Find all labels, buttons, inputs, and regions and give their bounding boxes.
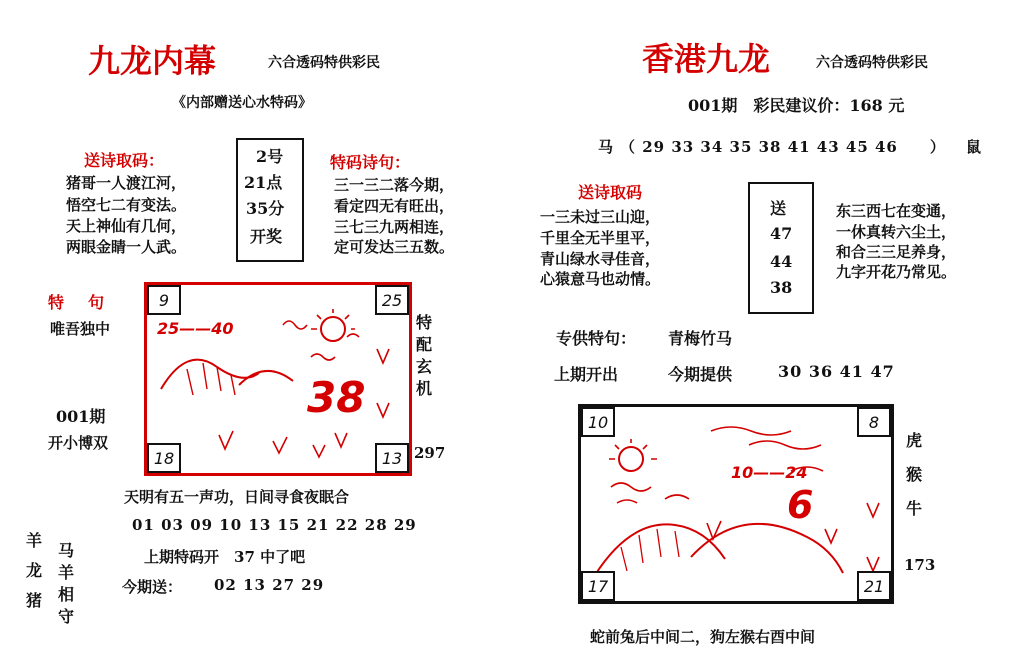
left-numbers: 01 03 09 10 13 15 21 22 28 29 <box>132 516 417 534</box>
right-sketch-arrow-text: 10——24 <box>731 463 808 482</box>
left-side-vertical <box>416 312 432 400</box>
right-title: 香港九龙 <box>642 40 771 78</box>
left-draw-hour: 21点 <box>244 173 283 192</box>
right-provide-label: 今期提供 <box>668 365 733 384</box>
left-sketch-box <box>144 282 412 476</box>
left-last-special: 上期特码开 37 中了吧 <box>144 548 306 566</box>
right-side-char: 牛 <box>906 499 923 518</box>
left-special-line-1: 三一三二落今期， <box>334 176 455 194</box>
right-send-label: 送 <box>770 199 787 218</box>
right-horse-label: 马 <box>598 138 614 156</box>
right-sketch-corner-tr: 8 <box>857 407 891 437</box>
left-zodiac-col1 <box>26 530 42 612</box>
left-sketch-corner-tr: 25 <box>375 285 409 315</box>
left-zodiac-char: 相 <box>58 585 75 604</box>
left-period-hint: 开小博双 <box>48 434 109 452</box>
left-sketch-corner-tl: 9 <box>147 285 181 315</box>
left-side-number: 297 <box>414 444 446 462</box>
right-send-number-3: 38 <box>770 278 793 297</box>
left-zodiac-char: 守 <box>58 607 75 626</box>
right-right-line-2: 一休真转六尘土， <box>836 223 957 241</box>
right-send-number-2: 44 <box>770 252 793 271</box>
left-poem-line-1: 猪哥一人渡江河， <box>66 174 187 192</box>
left-te-ju-value: 唯吾独中 <box>50 320 111 338</box>
right-poem-line-2: 千里全无半里平， <box>540 229 661 247</box>
left-sketch-corner-bl: 18 <box>147 443 181 473</box>
left-zodiac-char: 羊 <box>26 531 43 550</box>
right-provide-numbers: 30 36 41 47 <box>778 362 895 381</box>
left-draw-date: 2号 <box>256 147 284 166</box>
left-te-ju-label: 特 句 <box>48 293 109 312</box>
left-side-char: 机 <box>416 379 433 398</box>
left-side-char: 配 <box>416 335 433 354</box>
right-sketch-drawing <box>581 407 891 601</box>
right-subtitle: 六合透码特供彩民 <box>816 55 928 71</box>
left-special-line-3: 三七三九两相连， <box>334 218 455 236</box>
right-price-line: 001期 彩民建议价：168 元 <box>688 96 905 115</box>
left-draw-minute: 35分 <box>246 199 285 218</box>
left-zodiac-col2 <box>58 540 74 628</box>
left-zodiac-char: 马 <box>58 541 75 560</box>
right-horse-numbers: （ 29 33 34 35 38 41 43 45 46 ） <box>620 138 946 156</box>
right-right-line-1: 东三西七在变通， <box>836 202 957 220</box>
left-special-heading: 特码诗句： <box>330 153 411 172</box>
left-poem-line-3: 天上神仙有几何， <box>66 217 187 235</box>
right-poem-heading: 送诗取码 <box>578 183 643 202</box>
left-poem-line-4: 两眼金睛一人武。 <box>66 238 187 256</box>
right-sketch-box <box>578 404 894 604</box>
left-side-char: 特 <box>416 313 433 332</box>
right-sketch-big-number: 6 <box>787 483 814 527</box>
left-tagline: 《内部赠送心水特码》 <box>172 95 312 111</box>
left-sketch-big-number: 38 <box>307 373 366 422</box>
right-last-open-label: 上期开出 <box>554 365 619 384</box>
right-bottom-riddle: 蛇前兔后中间二，狗左猴右酉中间 <box>590 628 816 646</box>
left-special-line-4: 定可发达三五数。 <box>334 238 455 256</box>
left-sketch-drawing <box>147 285 409 473</box>
left-period: 001期 <box>56 407 106 426</box>
right-poem-line-1: 一三未过三山迎， <box>540 208 661 226</box>
right-side-vertical <box>906 430 922 520</box>
left-poem-line-2: 悟空七二有变法。 <box>66 196 187 214</box>
left-today-send-label: 今期送： <box>122 578 183 596</box>
left-special-line-2: 看定四无有旺出， <box>334 197 455 215</box>
right-poem-line-3: 青山绿水寻佳音， <box>540 250 661 268</box>
left-side-char: 玄 <box>416 357 433 376</box>
left-title: 九龙内幕 <box>88 42 217 80</box>
left-draw-label: 开奖 <box>250 227 283 246</box>
right-sketch-corner-bl: 17 <box>581 571 615 601</box>
left-zodiac-char: 猪 <box>26 591 43 610</box>
left-riddle: 天明有五一声功，日间寻食夜眠合 <box>124 488 350 506</box>
right-poem-line-4: 心猿意马也动情。 <box>540 270 661 288</box>
left-zodiac-char: 龙 <box>26 561 43 580</box>
right-rat-label: 鼠 <box>966 138 982 156</box>
right-side-char: 虎 <box>906 431 923 450</box>
right-send-number-1: 47 <box>770 224 793 243</box>
right-special-sentence-label: 专供特句： <box>556 329 637 348</box>
left-sketch-arrow-text: 25——40 <box>157 319 234 338</box>
right-right-line-3: 和合三三足养身， <box>836 243 957 261</box>
left-today-send-numbers: 02 13 27 29 <box>214 576 325 594</box>
right-special-sentence-value: 青梅竹马 <box>668 329 733 348</box>
right-sketch-corner-br: 21 <box>857 571 891 601</box>
left-sketch-corner-br: 13 <box>375 443 409 473</box>
left-subtitle: 六合透码特供彩民 <box>268 55 380 71</box>
right-right-line-4: 九字开花乃常见。 <box>836 263 957 281</box>
right-side-number: 173 <box>904 556 936 574</box>
left-zodiac-char: 羊 <box>58 563 75 582</box>
right-side-char: 猴 <box>906 465 923 484</box>
left-poem-heading: 送诗取码： <box>84 151 165 170</box>
right-sketch-corner-tl: 10 <box>581 407 615 437</box>
